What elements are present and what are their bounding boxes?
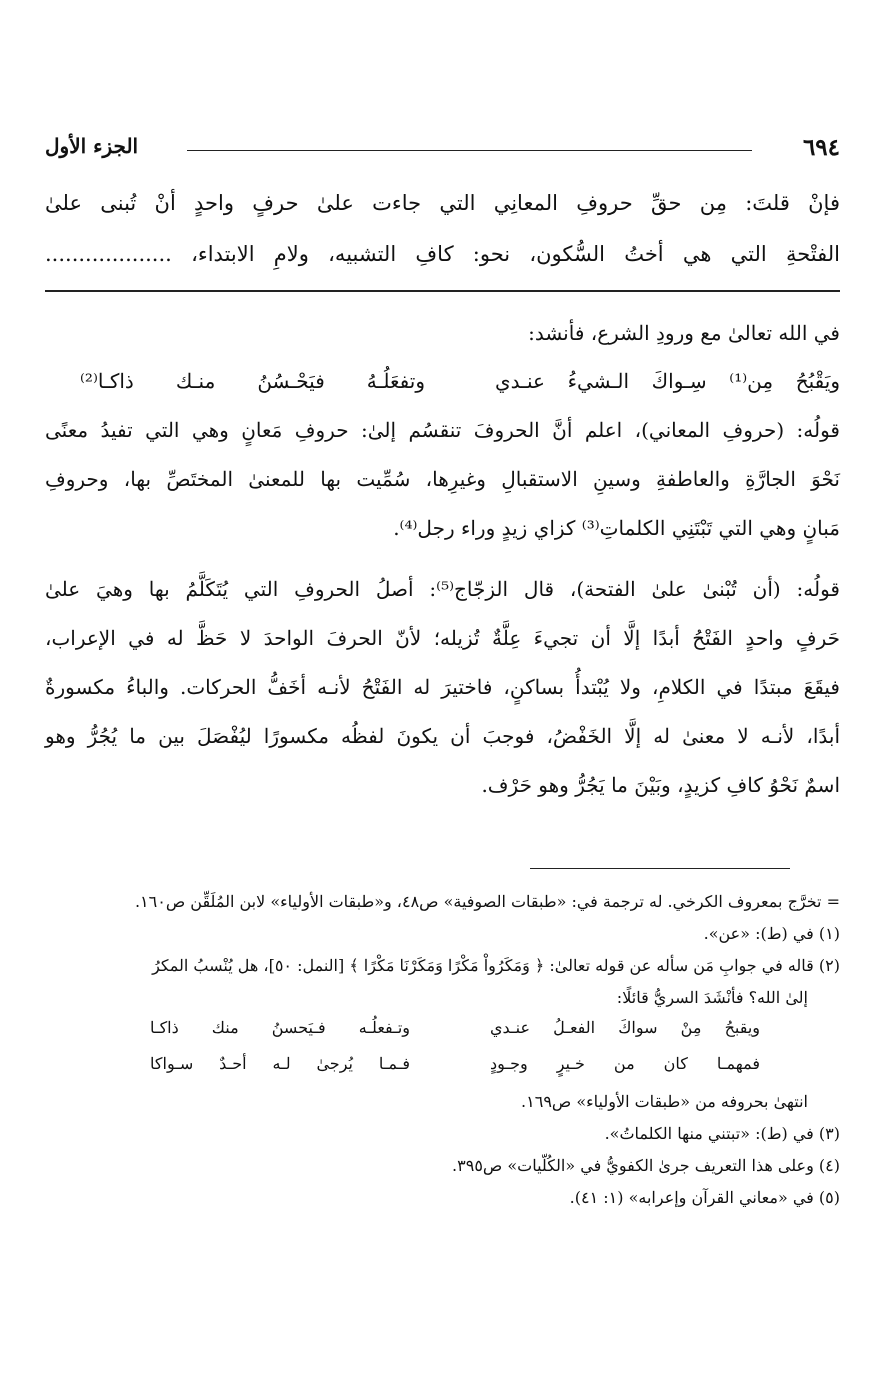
second-hemistich: وتفعَلُـهُ فيَحْـسُنُ منـك ذاكـا⁽²⁾ <box>80 369 425 393</box>
footnote-2-continued: إلىٰ الله؟ فأنْشَدَ السريُّ قائلًا: <box>616 988 808 1007</box>
footnote-rule <box>530 868 790 869</box>
paragraph-line: مَبانٍ وهي التي تَبْتَنِي الكلماتِ⁽³⁾ كزاي زيدٍ وراء رجل⁽⁴⁾. <box>393 516 840 540</box>
footnotes <box>45 890 840 1218</box>
footnote-verse <box>45 1018 840 1048</box>
first-hemistich: فمهمـا كان من خـيرٍ وجـودٍ <box>490 1054 760 1073</box>
page-number: ٦٩٤ <box>802 134 840 161</box>
poetry-verse <box>45 369 840 405</box>
footnote-2: (٢) قاله في جوابِ مَن سأله عن قوله تعالىٰ: ﴿ وَمَكَرُواْ مَكْرًا وَمَكَرْنَا مَكْرًا ﴾ [النمل: ٥٠]، هل يُنْسبُ المكرُ <box>152 956 840 975</box>
paragraph-line: أبدًا، لأنـه لا معنىٰ له إلَّا الخَفْضُ، فوجبَ أن يكونَ لفظُه مكسورًا ليُفْصَلَ بين ما يُجُرُّ وهو <box>45 724 840 748</box>
paragraph-line: قولُه: (حروفِ المعاني)، اعلم أنَّ الحروفَ تنقسُم إلىٰ: حروفِ مَعانٍ وهي التي تفيدُ معنًى <box>45 418 840 442</box>
footnote-4: (٤) وعلى هذا التعريف جرىٰ الكفويُّ في «الكُلّيات» ص٣٩٥. <box>452 1156 840 1175</box>
first-hemistich: ويقبحُ مِنْ سواكَ الفعـلُ عنـدي <box>490 1018 760 1037</box>
footnote-1: (١) في (ط): «عن». <box>703 924 840 943</box>
commentary-paragraph-1 <box>45 417 840 541</box>
commentary-intro: في الله تعالىٰ مع ورودِ الشرع، فأنشد: <box>528 321 840 345</box>
matn-line: الفتْحةِ التي هي أختُ السُّكون، نحو: كافِ التشبيه، ولامِ الابتداء، ................... <box>45 242 840 266</box>
commentary-text <box>45 320 840 821</box>
footnote-5: (٥) في «معاني القرآن وإعرابه» (١: ٤١). <box>569 1188 840 1207</box>
matn-line: فإنْ قلتَ: مِن حقِّ حروفِ المعانِي التي جاءت علىٰ حرفٍ واحدٍ أنْ تُبنى علىٰ <box>45 191 840 215</box>
footnote-continuation: = تخرَّج بمعروف الكرخي. له ترجمة في: «طبقات الصوفية» ص٤٨، و«طبقات الأولياء» لابن المُلَقِّن ص١٦٠. <box>134 892 840 911</box>
footnote-2-end: انتهىٰ بحروفه من «طبقات الأولياء» ص١٦٩. <box>521 1092 808 1111</box>
paragraph-line: حَرفٍ واحدٍ الفَتْحُ أبدًا إلَّا أن تجيءَ عِلَّةٌ تُزيله؛ لأنّ الحرفَ الواحدَ لا حَظَّ له في الإعراب، <box>45 626 840 650</box>
matn-separator <box>45 290 840 292</box>
header-rule <box>187 150 752 151</box>
paragraph-line: فيقَعَ مبتدًا في الكلامِ، ولا يُبْتدأُ بساكنٍ، فاختيرَ له الفَتْحُ لأنـه أخَفُّ الحركات. والباءُ مكسورةٌ <box>45 675 840 699</box>
footnote-3: (٣) في (ط): «تبتني منها الكلماتُ». <box>604 1124 840 1143</box>
second-hemistich: وتـفعلُـه فـيَحسنُ منك ذاكـا <box>150 1018 410 1037</box>
paragraph-line: قولُه: (أن تُبْنىٰ علىٰ الفتحة)، قال الزجّاج⁽⁵⁾: أصلُ الحروفِ التي يُتَكَلَّمُ بها وهيَ علىٰ <box>45 577 840 601</box>
second-hemistich: فـمـا يُرجىٰ لـه أحـدٌ سـواكا <box>150 1054 410 1073</box>
footnote-verse <box>45 1054 840 1084</box>
first-hemistich: ويَقْبُحُ مِن⁽¹⁾ سِـواكَ الـشيءُ عنـدي <box>495 369 840 393</box>
page-header <box>45 134 840 166</box>
paragraph-line: نَحْوَ الجارَّةِ والعاطفةِ وسينِ الاستقبالِ وغيرِها، سُمِّيت بها للمعنىٰ المختَصِّ بها، وحروفِ <box>45 467 840 491</box>
commentary-paragraph-2 <box>45 576 840 798</box>
volume-title: الجزء الأول <box>45 134 139 158</box>
paragraph-line: اسمٌ نَحْوُ كافِ كزيدٍ، وبَيْنَ ما يَجُرُّ وهو حَرْف. <box>481 773 840 797</box>
matn-text <box>45 190 840 292</box>
